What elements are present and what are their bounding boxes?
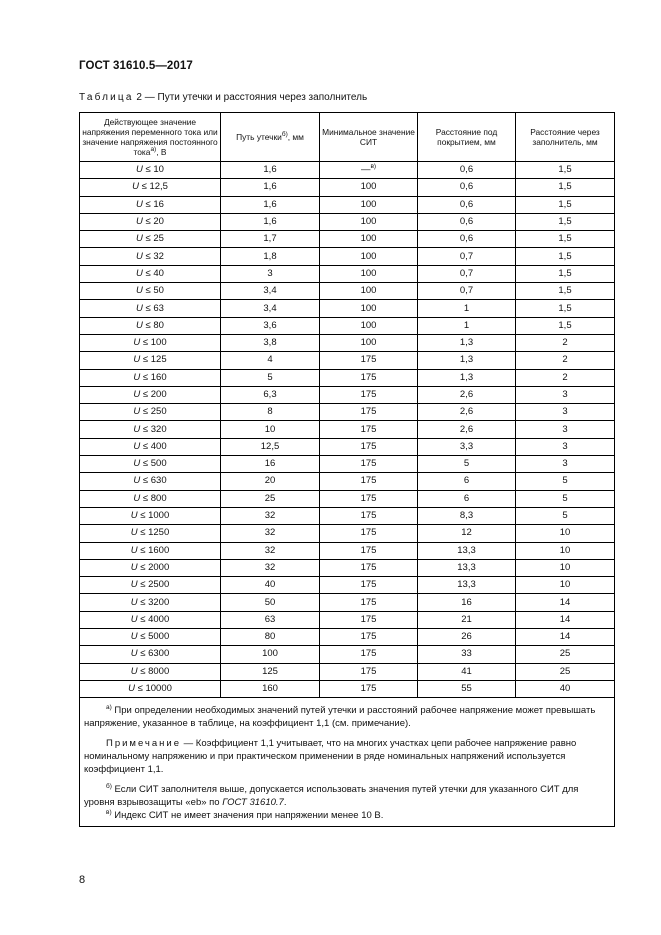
cell-distance-through-filler: 3 — [516, 421, 615, 438]
cell-distance-under-coating: 0,6 — [418, 231, 516, 248]
cell-min-cti: 100 — [320, 179, 418, 196]
cell-voltage: U ≤ 50 — [80, 283, 221, 300]
table-caption-number: 2 — [136, 92, 142, 103]
cell-creepage: 1,6 — [221, 196, 320, 213]
cell-voltage: U ≤ 1600 — [80, 542, 221, 559]
table-row — [80, 646, 615, 663]
footnote-a: $^{а)}$ При определении необходимых значений путей утечки и расстояний рабочее напряжение может превышать напряжение, указанное в таблице, на коэффициент 1,1 (см. примечание). — [84, 704, 596, 730]
cell-creepage: 8 — [221, 404, 320, 421]
cell-min-cti: 175 — [320, 473, 418, 490]
cell-min-cti: 100 — [320, 196, 418, 213]
cell-creepage: 3 — [221, 265, 320, 282]
cell-min-cti: 175 — [320, 490, 418, 507]
cell-voltage: U ≤ 2500 — [80, 577, 221, 594]
cell-voltage: U ≤ 3200 — [80, 594, 221, 611]
cell-distance-through-filler: 3 — [516, 438, 615, 455]
cell-min-cti: 175 — [320, 386, 418, 403]
cell-voltage: U ≤ 10000 — [80, 680, 221, 697]
table-row — [80, 162, 615, 179]
cell-min-cti: 100 — [320, 248, 418, 265]
table-row — [80, 334, 615, 351]
table-row — [80, 473, 615, 490]
table-row — [80, 629, 615, 646]
cell-voltage: U ≤ 125 — [80, 352, 221, 369]
cell-min-cti: 175 — [320, 438, 418, 455]
cell-distance-under-coating: 1 — [418, 300, 516, 317]
page-number: 8 — [79, 874, 86, 886]
cell-creepage: 63 — [221, 611, 320, 628]
cell-min-cti: 175 — [320, 507, 418, 524]
table-row — [80, 179, 615, 196]
table-row — [80, 525, 615, 542]
cell-creepage: 3,8 — [221, 334, 320, 351]
cell-distance-through-filler: 5 — [516, 507, 615, 524]
cell-distance-under-coating: 2,6 — [418, 386, 516, 403]
cell-distance-under-coating: 0,6 — [418, 162, 516, 179]
cell-distance-under-coating: 13,3 — [418, 577, 516, 594]
cell-voltage: U ≤ 4000 — [80, 611, 221, 628]
cell-creepage: 20 — [221, 473, 320, 490]
cell-distance-through-filler: 1,5 — [516, 283, 615, 300]
table-row — [80, 542, 615, 559]
table-row — [80, 577, 615, 594]
cell-creepage: 10 — [221, 421, 320, 438]
cell-min-cti: 100 — [320, 300, 418, 317]
cell-creepage: 3,6 — [221, 317, 320, 334]
cell-distance-through-filler: 2 — [516, 334, 615, 351]
cell-creepage: 1,6 — [221, 213, 320, 230]
table-row — [80, 213, 615, 230]
table-row — [80, 352, 615, 369]
cell-voltage: U ≤ 320 — [80, 421, 221, 438]
cell-distance-under-coating: 26 — [418, 629, 516, 646]
table-caption-label: Таблица — [79, 92, 134, 103]
table-row — [80, 386, 615, 403]
note-paragraph: Примечание — Коэффициент 1,1 учитывает, что на многих участках цепи рабочее напряжение равно номинальному напряжению и при практическом применении в ряде номинальных напряжений используется коэффициент 1,1. — [84, 738, 577, 776]
cell-voltage: U ≤ 630 — [80, 473, 221, 490]
cell-distance-under-coating: 1 — [418, 317, 516, 334]
cell-creepage: 32 — [221, 559, 320, 576]
cell-min-cti: 175 — [320, 542, 418, 559]
cell-voltage: U ≤ 10 — [80, 162, 221, 179]
cell-distance-through-filler: 1,5 — [516, 196, 615, 213]
cell-creepage: 32 — [221, 542, 320, 559]
cell-distance-under-coating: 13,3 — [418, 542, 516, 559]
cell-creepage: 12,5 — [221, 438, 320, 455]
notes-cell — [80, 698, 615, 827]
cell-distance-under-coating: 0,7 — [418, 283, 516, 300]
cell-creepage: 160 — [221, 680, 320, 697]
cell-voltage: U ≤ 250 — [80, 404, 221, 421]
cell-min-cti: 175 — [320, 525, 418, 542]
cell-distance-through-filler: 2 — [516, 352, 615, 369]
cell-distance-under-coating: 8,3 — [418, 507, 516, 524]
cell-distance-under-coating: 1,3 — [418, 334, 516, 351]
cell-creepage: 125 — [221, 663, 320, 680]
table-row — [80, 456, 615, 473]
cell-creepage: 1,7 — [221, 231, 320, 248]
cell-distance-under-coating: 5 — [418, 456, 516, 473]
cell-voltage: U ≤ 40 — [80, 265, 221, 282]
header-voltage: Действующее значение напряжения переменного тока или значение напряжения постоянного тока$^{а)}$, В — [80, 113, 221, 162]
cell-creepage: 1,6 — [221, 162, 320, 179]
cell-voltage: U ≤ 63 — [80, 300, 221, 317]
table-row — [80, 248, 615, 265]
cell-distance-through-filler: 1,5 — [516, 265, 615, 282]
cell-voltage: U ≤ 8000 — [80, 663, 221, 680]
cell-distance-under-coating: 6 — [418, 490, 516, 507]
table-row — [80, 231, 615, 248]
cell-voltage: U ≤ 800 — [80, 490, 221, 507]
cell-distance-under-coating: 41 — [418, 663, 516, 680]
cell-distance-under-coating: 3,3 — [418, 438, 516, 455]
table-row — [80, 300, 615, 317]
cell-distance-under-coating: 12 — [418, 525, 516, 542]
cell-distance-under-coating: 2,6 — [418, 421, 516, 438]
cell-min-cti: 175 — [320, 352, 418, 369]
cell-min-cti: 175 — [320, 646, 418, 663]
cell-creepage: 32 — [221, 507, 320, 524]
cell-min-cti: 100 — [320, 213, 418, 230]
cell-min-cti: 100 — [320, 283, 418, 300]
cell-distance-under-coating: 6 — [418, 473, 516, 490]
cell-distance-through-filler: 10 — [516, 542, 615, 559]
cell-voltage: U ≤ 80 — [80, 317, 221, 334]
cell-voltage: U ≤ 400 — [80, 438, 221, 455]
table-row — [80, 663, 615, 680]
table-row — [80, 507, 615, 524]
cell-min-cti: 100 — [320, 265, 418, 282]
footnote-b: $^{б)}$ Если СИТ заполнителя выше, допускается использовать значения путей утечки для указанного СИТ для уровня взрывозащиты «eb» по ГОСТ 31610.7. — [84, 783, 579, 809]
cell-distance-through-filler: 10 — [516, 525, 615, 542]
cell-voltage: U ≤ 200 — [80, 386, 221, 403]
cell-distance-through-filler: 25 — [516, 646, 615, 663]
cell-min-cti: 175 — [320, 369, 418, 386]
cell-distance-under-coating: 1,3 — [418, 352, 516, 369]
header-distance-through-filler: Расстояние через заполнитель, мм — [516, 113, 615, 162]
cell-distance-under-coating: 0,7 — [418, 265, 516, 282]
cell-min-cti: 175 — [320, 611, 418, 628]
cell-creepage: 1,6 — [221, 179, 320, 196]
cell-min-cti: 175 — [320, 594, 418, 611]
table-caption-title: — Пути утечки и расстояния через заполнитель — [141, 92, 368, 103]
cell-distance-under-coating: 55 — [418, 680, 516, 697]
cell-voltage: U ≤ 500 — [80, 456, 221, 473]
table-header-row — [80, 113, 615, 162]
cell-distance-under-coating: 33 — [418, 646, 516, 663]
cell-distance-through-filler: 14 — [516, 611, 615, 628]
cell-creepage: 3,4 — [221, 283, 320, 300]
table-row — [80, 317, 615, 334]
footnote-c: $^{в)}$ Индекс СИТ не имеет значения при напряжении менее 10 В. — [106, 809, 384, 822]
cell-distance-under-coating: 0,6 — [418, 179, 516, 196]
cell-distance-under-coating: 21 — [418, 611, 516, 628]
cell-voltage: U ≤ 100 — [80, 334, 221, 351]
cell-min-cti: 175 — [320, 629, 418, 646]
cell-min-cti: 175 — [320, 421, 418, 438]
cell-creepage: 32 — [221, 525, 320, 542]
cell-distance-under-coating: 0,6 — [418, 213, 516, 230]
cell-distance-through-filler: 1,5 — [516, 248, 615, 265]
cell-distance-through-filler: 10 — [516, 577, 615, 594]
cell-min-cti: 175 — [320, 663, 418, 680]
table-row — [80, 438, 615, 455]
cell-voltage: U ≤ 20 — [80, 213, 221, 230]
table-row — [80, 594, 615, 611]
cell-distance-through-filler: 1,5 — [516, 213, 615, 230]
table-row — [80, 680, 615, 697]
cell-creepage: 40 — [221, 577, 320, 594]
cell-distance-through-filler: 3 — [516, 456, 615, 473]
cell-creepage: 25 — [221, 490, 320, 507]
cell-creepage: 3,4 — [221, 300, 320, 317]
cell-distance-through-filler: 5 — [516, 473, 615, 490]
cell-distance-under-coating: 0,7 — [418, 248, 516, 265]
cell-creepage: 4 — [221, 352, 320, 369]
cell-voltage: U ≤ 160 — [80, 369, 221, 386]
cell-distance-through-filler: 1,5 — [516, 162, 615, 179]
cell-min-cti: —$^{в)}$ — [320, 162, 418, 179]
header-min-cti: Минимальное значение СИТ — [320, 113, 418, 162]
table-caption — [79, 92, 367, 103]
table-row — [80, 421, 615, 438]
cell-min-cti: 100 — [320, 317, 418, 334]
cell-distance-through-filler: 1,5 — [516, 231, 615, 248]
cell-creepage: 80 — [221, 629, 320, 646]
cell-distance-under-coating: 0,6 — [418, 196, 516, 213]
cell-voltage: U ≤ 2000 — [80, 559, 221, 576]
cell-distance-through-filler: 14 — [516, 629, 615, 646]
cell-voltage: U ≤ 12,5 — [80, 179, 221, 196]
cell-voltage: U ≤ 6300 — [80, 646, 221, 663]
cell-distance-through-filler: 40 — [516, 680, 615, 697]
cell-distance-under-coating: 13,3 — [418, 559, 516, 576]
cell-creepage: 100 — [221, 646, 320, 663]
cell-creepage: 1,8 — [221, 248, 320, 265]
cell-creepage: 50 — [221, 594, 320, 611]
cell-distance-through-filler: 1,5 — [516, 300, 615, 317]
document-code: ГОСТ 31610.5—2017 — [79, 60, 193, 72]
table-row — [80, 404, 615, 421]
table-row — [80, 369, 615, 386]
cell-min-cti: 100 — [320, 334, 418, 351]
cell-distance-through-filler: 3 — [516, 386, 615, 403]
table-row — [80, 283, 615, 300]
table-row — [80, 265, 615, 282]
table-row — [80, 611, 615, 628]
cell-voltage: U ≤ 5000 — [80, 629, 221, 646]
cell-distance-under-coating: 1,3 — [418, 369, 516, 386]
cell-min-cti: 175 — [320, 559, 418, 576]
cell-distance-through-filler: 5 — [516, 490, 615, 507]
cell-distance-through-filler: 2 — [516, 369, 615, 386]
cell-min-cti: 100 — [320, 231, 418, 248]
table-row — [80, 196, 615, 213]
cell-voltage: U ≤ 25 — [80, 231, 221, 248]
cell-voltage: U ≤ 1000 — [80, 507, 221, 524]
header-distance-under-coating: Расстояние под покрытием, мм — [418, 113, 516, 162]
cell-distance-through-filler: 10 — [516, 559, 615, 576]
cell-min-cti: 175 — [320, 577, 418, 594]
header-creepage: Путь утечки$^{б)}$, мм — [221, 113, 320, 162]
cell-distance-through-filler: 1,5 — [516, 317, 615, 334]
notes-row — [80, 698, 615, 827]
cell-distance-through-filler: 3 — [516, 404, 615, 421]
cell-min-cti: 175 — [320, 404, 418, 421]
cell-min-cti: 175 — [320, 456, 418, 473]
cell-creepage: 5 — [221, 369, 320, 386]
cell-distance-through-filler: 1,5 — [516, 179, 615, 196]
clearance-table — [79, 112, 615, 827]
cell-creepage: 16 — [221, 456, 320, 473]
table-row — [80, 490, 615, 507]
table-body — [80, 162, 615, 698]
cell-distance-under-coating: 2,6 — [418, 404, 516, 421]
cell-distance-through-filler: 14 — [516, 594, 615, 611]
cell-voltage: U ≤ 16 — [80, 196, 221, 213]
cell-min-cti: 175 — [320, 680, 418, 697]
cell-voltage: U ≤ 1250 — [80, 525, 221, 542]
cell-creepage: 6,3 — [221, 386, 320, 403]
cell-distance-through-filler: 25 — [516, 663, 615, 680]
cell-voltage: U ≤ 32 — [80, 248, 221, 265]
cell-distance-under-coating: 16 — [418, 594, 516, 611]
table-row — [80, 559, 615, 576]
